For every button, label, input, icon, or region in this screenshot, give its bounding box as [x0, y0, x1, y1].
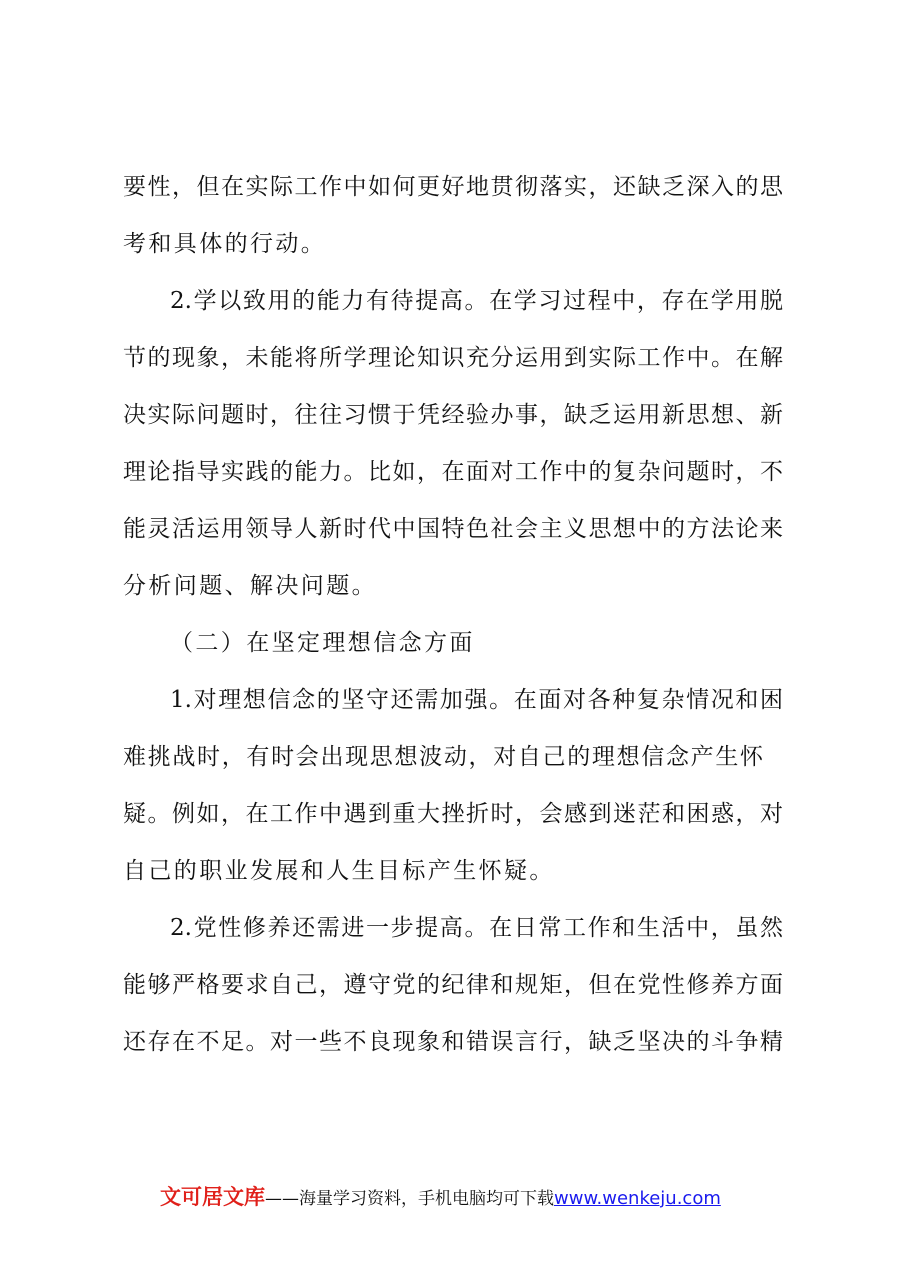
- paragraph-line: 1.对理想信念的坚守还需加强。在面对各种复杂情况和困: [170, 687, 783, 713]
- paragraph-line: 节的现象，未能将所学理论知识充分运用到实际工作中。在解: [123, 345, 783, 371]
- paragraph-line: 决实际问题时，往往习惯于凭经验办事，缺乏运用新思想、新: [123, 402, 783, 428]
- footer-banner: [160, 1182, 800, 1212]
- section-heading: （二）在坚定理想信念方面: [170, 630, 475, 656]
- paragraph-line: 还存在不足。对一些不良现象和错误言行，缺乏坚决的斗争精: [123, 1029, 783, 1055]
- paragraph-line: 疑。例如，在工作中遇到重大挫折时，会感到迷茫和困惑，对: [123, 801, 783, 827]
- paragraph-line: 难挑战时，有时会出现思想波动，对自己的理想信念产生怀: [123, 744, 763, 770]
- footer-brand: 文可居文库: [160, 1185, 265, 1209]
- paragraph-line: 能够严格要求自己，遵守党的纪律和规矩，但在党性修养方面: [123, 972, 783, 998]
- paragraph-line: 自己的职业发展和人生目标产生怀疑。: [123, 858, 555, 884]
- paragraph-line: 2.党性修养还需进一步提高。在日常工作和生活中，虽然: [170, 915, 783, 941]
- paragraph-line: 理论指导实践的能力。比如，在面对工作中的复杂问题时，不: [123, 459, 783, 485]
- paragraph-line: 2.学以致用的能力有待提高。在学习过程中，存在学用脱: [170, 288, 783, 314]
- footer-website-link[interactable]: www.wenkeju.com: [554, 1188, 721, 1209]
- paragraph-line: 考和具体的行动。: [123, 231, 327, 257]
- paragraph-line: 要性，但在实际工作中如何更好地贯彻落实，还缺乏深入的思: [123, 174, 783, 200]
- paragraph-line: 分析问题、解决问题。: [123, 573, 377, 599]
- paragraph-line: 能灵活运用领导人新时代中国特色社会主义思想中的方法论来: [123, 516, 783, 542]
- footer-tagline: ——海量学习资料，手机电脑均可下载: [265, 1189, 554, 1209]
